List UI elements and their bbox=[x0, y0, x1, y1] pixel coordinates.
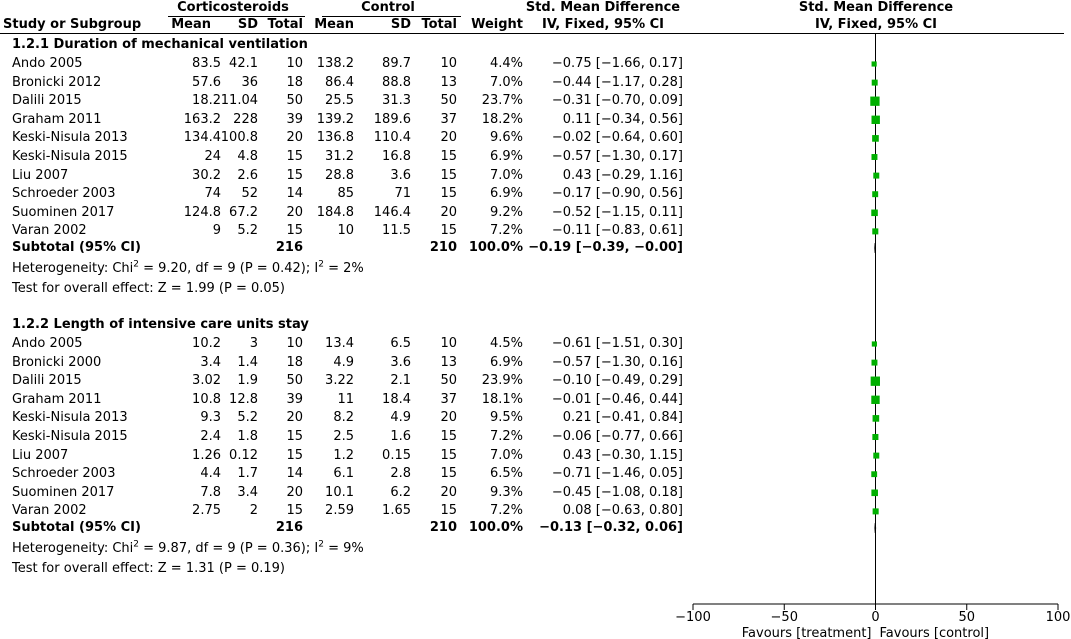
study-marker bbox=[873, 415, 880, 422]
study-mean1: 4.4 bbox=[200, 466, 221, 482]
study-sd1: 36 bbox=[241, 74, 258, 90]
study-total1: 20 bbox=[286, 130, 303, 146]
study-ci: 0.21 [−0.41, 0.84] bbox=[562, 410, 683, 426]
study-name: Bronicki 2000 bbox=[12, 354, 102, 370]
study-mean2: 2.5 bbox=[333, 429, 354, 444]
subtotal-label: Subtotal (95% CI) bbox=[12, 520, 141, 535]
pooled-diamond bbox=[875, 523, 876, 533]
method-left: IV, Fixed, 95% CI bbox=[541, 17, 664, 32]
study-total2: 20 bbox=[440, 484, 457, 500]
col-sd1: SD bbox=[237, 17, 258, 32]
study-total2: 15 bbox=[440, 223, 457, 239]
group2-header: Control bbox=[361, 0, 415, 15]
study-mean2: 136.8 bbox=[316, 130, 354, 146]
study-weight: 9.2% bbox=[489, 204, 523, 220]
study-ci: −0.31 [−0.70, 0.09] bbox=[551, 93, 683, 109]
study-total1: 20 bbox=[286, 484, 303, 500]
study-mean2: 10.1 bbox=[325, 484, 354, 500]
study-ci: −0.11 [−0.83, 0.61] bbox=[551, 223, 683, 239]
study-sd2: 11.5 bbox=[382, 223, 411, 239]
study-mean1: 18.2 bbox=[192, 93, 221, 109]
x-tick-label: 100 bbox=[1045, 610, 1071, 625]
study-total2: 15 bbox=[440, 429, 457, 444]
section-title: 1.2.2 Length of intensive care units stay bbox=[12, 317, 309, 332]
study-ci: −0.57 [−1.30, 0.17] bbox=[551, 149, 683, 164]
study-mean1: 9.3 bbox=[200, 410, 221, 426]
study-weight: 9.3% bbox=[489, 484, 523, 500]
study-mean2: 184.8 bbox=[316, 204, 354, 220]
study-sd2: 88.8 bbox=[382, 74, 411, 90]
study-mean1: 30.2 bbox=[192, 167, 221, 183]
study-mean2: 25.5 bbox=[325, 93, 354, 109]
study-mean2: 11 bbox=[337, 391, 354, 407]
study-marker bbox=[872, 341, 877, 346]
study-total1: 15 bbox=[286, 429, 303, 444]
group1-header: Corticosteroids bbox=[177, 0, 289, 15]
study-sd2: 89.7 bbox=[382, 56, 411, 71]
study-total1: 39 bbox=[286, 391, 303, 407]
study-total2: 37 bbox=[440, 391, 457, 407]
study-mean1: 57.6 bbox=[192, 74, 221, 90]
pooled-diamond bbox=[875, 243, 876, 253]
study-weight: 18.1% bbox=[481, 391, 523, 407]
study-total1: 14 bbox=[286, 186, 303, 202]
study-sd1: 1.8 bbox=[237, 429, 258, 444]
study-name: Suominen 2017 bbox=[12, 204, 115, 220]
study-name: Bronicki 2012 bbox=[12, 74, 102, 90]
heterogeneity-part: = 2% bbox=[323, 261, 364, 276]
study-total1: 14 bbox=[286, 466, 303, 482]
study-marker bbox=[872, 61, 877, 66]
study-total2: 13 bbox=[440, 74, 457, 90]
study-sd1: 3.4 bbox=[237, 484, 258, 500]
study-ci: −0.45 [−1.08, 0.18] bbox=[551, 484, 683, 500]
study-weight: 18.2% bbox=[481, 111, 523, 127]
study-name: Liu 2007 bbox=[12, 167, 69, 183]
study-name: Ando 2005 bbox=[12, 336, 83, 351]
study-total1: 20 bbox=[286, 410, 303, 426]
method-right: IV, Fixed, 95% CI bbox=[814, 17, 937, 32]
superscript: 2 bbox=[318, 259, 324, 270]
superscript: 2 bbox=[133, 539, 139, 550]
heterogeneity-part: Heterogeneity: Chi bbox=[12, 261, 134, 276]
subtotal-weight: 100.0% bbox=[468, 240, 523, 255]
study-marker bbox=[871, 360, 877, 366]
study-weight: 9.5% bbox=[489, 410, 523, 426]
study-total1: 18 bbox=[286, 74, 303, 90]
study-sd1: 2 bbox=[249, 503, 258, 519]
study-total1: 15 bbox=[286, 149, 303, 164]
study-sd2: 6.5 bbox=[390, 336, 411, 351]
study-mean2: 4.9 bbox=[333, 354, 354, 370]
study-sd2: 146.4 bbox=[373, 204, 411, 220]
study-name: Ando 2005 bbox=[12, 56, 83, 71]
superscript: 2 bbox=[318, 539, 324, 550]
study-name: Graham 2011 bbox=[12, 391, 102, 407]
study-marker bbox=[871, 377, 880, 386]
subtotal-total2: 210 bbox=[429, 520, 457, 535]
study-total2: 20 bbox=[440, 204, 457, 220]
study-mean1: 3.4 bbox=[200, 354, 221, 370]
study-weight: 7.2% bbox=[489, 223, 523, 239]
study-name: Keski-Nisula 2015 bbox=[12, 149, 128, 164]
study-total1: 15 bbox=[286, 167, 303, 183]
subtotal-ci: −0.19 [−0.39, −0.00] bbox=[528, 240, 683, 255]
study-total2: 20 bbox=[440, 410, 457, 426]
study-mean1: 124.8 bbox=[183, 204, 221, 220]
study-total1: 15 bbox=[286, 223, 303, 239]
study-marker bbox=[872, 80, 878, 86]
study-total2: 20 bbox=[440, 130, 457, 146]
x-tick-label: 0 bbox=[871, 610, 880, 625]
study-ci: −0.57 [−1.30, 0.16] bbox=[551, 354, 683, 370]
study-mean1: 2.4 bbox=[200, 429, 221, 444]
study-sd1: 2.6 bbox=[237, 167, 258, 183]
study-sd1: 100.8 bbox=[220, 130, 258, 146]
study-total1: 20 bbox=[286, 204, 303, 220]
study-total2: 15 bbox=[440, 447, 457, 463]
study-total2: 37 bbox=[440, 111, 457, 127]
study-sd1: 1.7 bbox=[237, 466, 258, 482]
study-ci: 0.08 [−0.63, 0.80] bbox=[562, 503, 683, 519]
subtotal-weight: 100.0% bbox=[468, 520, 523, 535]
study-ci: −0.61 [−1.51, 0.30] bbox=[551, 336, 683, 351]
study-total1: 39 bbox=[286, 111, 303, 127]
study-name: Schroeder 2003 bbox=[12, 186, 116, 202]
study-sd2: 2.1 bbox=[390, 373, 411, 389]
study-marker bbox=[873, 453, 879, 459]
study-mean1: 10.2 bbox=[192, 336, 221, 351]
study-total2: 15 bbox=[440, 149, 457, 164]
study-total2: 13 bbox=[440, 354, 457, 370]
study-weight: 6.9% bbox=[489, 149, 523, 164]
study-mean2: 3.22 bbox=[325, 373, 354, 389]
favours-control-label: Favours [control] bbox=[879, 626, 990, 639]
study-marker bbox=[872, 191, 878, 197]
study-marker bbox=[873, 173, 879, 179]
heterogeneity-part: = 9.20, df = 9 (P = 0.42); I bbox=[139, 261, 319, 276]
study-total1: 10 bbox=[286, 336, 303, 351]
study-mean1: 24 bbox=[204, 149, 221, 164]
study-name: Varan 2002 bbox=[12, 223, 87, 239]
study-mean1: 1.26 bbox=[192, 447, 221, 463]
subtotal-total1: 216 bbox=[275, 240, 303, 255]
study-sd1: 5.2 bbox=[237, 410, 258, 426]
section-title: 1.2.1 Duration of mechanical ventilation bbox=[12, 37, 308, 52]
study-marker bbox=[871, 471, 877, 477]
study-sd2: 189.6 bbox=[373, 111, 411, 127]
heterogeneity-part: = 9.87, df = 9 (P = 0.36); I bbox=[139, 541, 319, 556]
col-weight: Weight bbox=[471, 17, 523, 32]
study-marker bbox=[871, 396, 879, 404]
study-name: Keski-Nisula 2013 bbox=[12, 130, 128, 146]
col-total2: Total bbox=[421, 17, 457, 32]
study-mean1: 3.02 bbox=[192, 373, 221, 389]
study-sd1: 11.04 bbox=[220, 93, 258, 109]
study-ci: 0.43 [−0.29, 1.16] bbox=[562, 167, 683, 183]
study-weight: 7.2% bbox=[489, 429, 523, 444]
study-ci: −0.02 [−0.64, 0.60] bbox=[551, 130, 683, 146]
study-ci: −0.10 [−0.49, 0.29] bbox=[551, 373, 683, 389]
study-mean1: 2.75 bbox=[192, 503, 221, 519]
study-sd1: 1.9 bbox=[237, 373, 258, 389]
study-sd1: 12.8 bbox=[229, 391, 258, 407]
study-mean1: 10.8 bbox=[192, 391, 221, 407]
study-mean2: 85 bbox=[337, 186, 354, 202]
study-marker bbox=[872, 228, 878, 234]
study-weight: 7.0% bbox=[489, 167, 523, 183]
study-ci: −0.01 [−0.46, 0.44] bbox=[551, 391, 683, 407]
study-total2: 15 bbox=[440, 186, 457, 202]
study-sd1: 42.1 bbox=[229, 56, 258, 71]
study-weight: 7.2% bbox=[489, 503, 523, 519]
study-weight: 7.0% bbox=[489, 447, 523, 463]
study-sd2: 0.15 bbox=[382, 447, 411, 463]
study-marker bbox=[871, 154, 877, 160]
study-total1: 15 bbox=[286, 447, 303, 463]
study-sd2: 3.6 bbox=[390, 167, 411, 183]
favours-treatment-label: Favours [treatment] bbox=[741, 626, 872, 639]
study-sd2: 3.6 bbox=[390, 354, 411, 370]
study-name: Keski-Nisula 2013 bbox=[12, 410, 128, 426]
study-total2: 15 bbox=[440, 167, 457, 183]
study-marker bbox=[872, 434, 878, 440]
study-sd1: 67.2 bbox=[229, 204, 258, 220]
study-ci: −0.71 [−1.46, 0.05] bbox=[551, 466, 683, 482]
study-mean2: 1.2 bbox=[333, 447, 354, 463]
subtotal-total2: 210 bbox=[429, 240, 457, 255]
subtotal-label: Subtotal (95% CI) bbox=[12, 240, 141, 255]
study-sd1: 52 bbox=[241, 186, 258, 202]
study-mean1: 7.8 bbox=[200, 484, 221, 500]
study-mean2: 2.59 bbox=[325, 503, 354, 519]
study-sd1: 3 bbox=[249, 336, 258, 351]
study-ci: −0.75 [−1.66, 0.17] bbox=[551, 56, 683, 71]
study-mean2: 8.2 bbox=[333, 410, 354, 426]
study-sd1: 4.8 bbox=[237, 149, 258, 164]
study-sd1: 228 bbox=[233, 111, 258, 127]
study-total2: 10 bbox=[440, 336, 457, 351]
study-weight: 4.4% bbox=[489, 56, 523, 71]
study-sd2: 1.6 bbox=[390, 429, 411, 444]
study-name: Schroeder 2003 bbox=[12, 466, 116, 482]
study-weight: 6.9% bbox=[489, 354, 523, 370]
study-sd2: 31.3 bbox=[382, 93, 411, 109]
study-marker bbox=[871, 490, 878, 497]
subtotal-ci: −0.13 [−0.32, 0.06] bbox=[539, 520, 683, 535]
study-mean2: 31.2 bbox=[325, 149, 354, 164]
study-name: Liu 2007 bbox=[12, 447, 69, 463]
study-mean2: 138.2 bbox=[316, 56, 354, 71]
study-total1: 50 bbox=[286, 93, 303, 109]
study-mean1: 83.5 bbox=[192, 56, 221, 71]
x-tick-label: −50 bbox=[770, 610, 798, 625]
study-weight: 23.7% bbox=[481, 93, 523, 109]
smd-header-left: Std. Mean Difference bbox=[525, 0, 681, 15]
study-name: Dalili 2015 bbox=[12, 373, 82, 389]
overall-effect-text: Test for overall effect: Z = 1.99 (P = 0.05) bbox=[12, 281, 285, 296]
study-sd1: 0.12 bbox=[229, 447, 258, 463]
study-weight: 4.5% bbox=[489, 336, 523, 351]
col-study: Study or Subgroup bbox=[3, 17, 142, 32]
study-sd1: 1.4 bbox=[237, 354, 258, 370]
study-sd2: 6.2 bbox=[390, 484, 411, 500]
heterogeneity-part: = 9% bbox=[323, 541, 364, 556]
study-ci: −0.06 [−0.77, 0.66] bbox=[551, 429, 683, 444]
study-mean2: 13.4 bbox=[325, 336, 354, 351]
study-ci: 0.43 [−0.30, 1.15] bbox=[562, 447, 683, 463]
study-name: Varan 2002 bbox=[12, 503, 87, 519]
study-name: Graham 2011 bbox=[12, 111, 102, 127]
smd-header-right: Std. Mean Difference bbox=[798, 0, 954, 15]
study-marker bbox=[873, 508, 879, 514]
study-name: Suominen 2017 bbox=[12, 484, 115, 500]
study-mean2: 86.4 bbox=[325, 74, 354, 90]
study-sd2: 1.65 bbox=[382, 503, 411, 519]
col-mean2: Mean bbox=[314, 17, 354, 32]
study-mean2: 139.2 bbox=[316, 111, 354, 127]
study-total2: 10 bbox=[440, 56, 457, 71]
study-ci: −0.17 [−0.90, 0.56] bbox=[551, 186, 683, 202]
study-total2: 50 bbox=[440, 93, 457, 109]
study-sd2: 18.4 bbox=[382, 391, 411, 407]
study-weight: 6.5% bbox=[489, 466, 523, 482]
study-total2: 15 bbox=[440, 466, 457, 482]
study-total1: 50 bbox=[286, 373, 303, 389]
study-total1: 15 bbox=[286, 503, 303, 519]
study-mean1: 134.4 bbox=[183, 130, 221, 146]
study-sd2: 2.8 bbox=[390, 466, 411, 482]
study-total2: 50 bbox=[440, 373, 457, 389]
superscript: 2 bbox=[133, 259, 139, 270]
study-marker bbox=[871, 210, 878, 217]
subtotal-total1: 216 bbox=[275, 520, 303, 535]
study-weight: 7.0% bbox=[489, 74, 523, 90]
study-sd2: 4.9 bbox=[390, 410, 411, 426]
overall-effect-text: Test for overall effect: Z = 1.31 (P = 0.19) bbox=[12, 561, 285, 576]
study-mean2: 10 bbox=[337, 223, 354, 239]
study-mean2: 6.1 bbox=[333, 466, 354, 482]
x-tick-label: −100 bbox=[675, 610, 711, 625]
col-mean1: Mean bbox=[171, 17, 211, 32]
study-total1: 10 bbox=[286, 56, 303, 71]
study-ci: −0.44 [−1.17, 0.28] bbox=[551, 74, 683, 90]
study-ci: −0.52 [−1.15, 0.11] bbox=[551, 204, 683, 220]
study-sd2: 110.4 bbox=[373, 130, 411, 146]
study-sd2: 16.8 bbox=[382, 149, 411, 164]
study-name: Dalili 2015 bbox=[12, 93, 82, 109]
study-sd1: 5.2 bbox=[237, 223, 258, 239]
study-marker bbox=[870, 97, 879, 106]
study-mean1: 163.2 bbox=[183, 111, 221, 127]
study-weight: 23.9% bbox=[481, 373, 523, 389]
study-sd2: 71 bbox=[394, 186, 411, 202]
study-total1: 18 bbox=[286, 354, 303, 370]
study-total2: 15 bbox=[440, 503, 457, 519]
study-mean2: 28.8 bbox=[325, 167, 354, 183]
study-mean1: 74 bbox=[204, 186, 221, 202]
study-name: Keski-Nisula 2015 bbox=[12, 429, 128, 444]
study-marker bbox=[872, 135, 879, 142]
col-sd2: SD bbox=[390, 17, 411, 32]
x-tick-label: 50 bbox=[958, 610, 976, 625]
heterogeneity-part: Heterogeneity: Chi bbox=[12, 541, 134, 556]
study-marker bbox=[872, 116, 880, 124]
study-ci: 0.11 [−0.34, 0.56] bbox=[562, 111, 683, 127]
study-weight: 9.6% bbox=[489, 130, 523, 146]
study-mean1: 9 bbox=[212, 223, 221, 239]
study-weight: 6.9% bbox=[489, 186, 523, 202]
col-total1: Total bbox=[267, 17, 303, 32]
